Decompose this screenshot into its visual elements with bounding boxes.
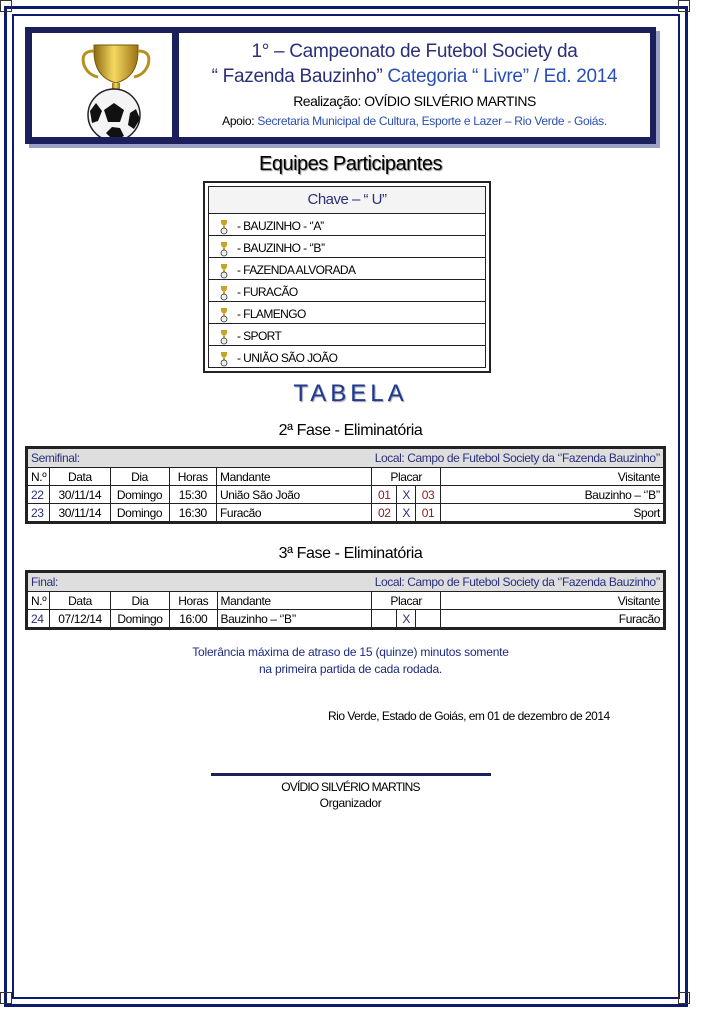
table-row: [28, 610, 664, 628]
logo-area: [32, 33, 172, 137]
home-score: 01: [372, 486, 397, 504]
away-team: Furacão: [441, 610, 664, 628]
team-item: [209, 280, 485, 302]
score-separator: X: [397, 504, 416, 522]
corner-ornament: [678, 0, 690, 12]
away-team: Bauzinho – ‘’B’’: [441, 486, 664, 504]
match-time: 16:00: [169, 610, 217, 628]
group-title: Chave – “ U”: [209, 187, 485, 214]
col-dia: Dia: [110, 468, 169, 486]
support-line: [179, 114, 650, 128]
column-header-row: [28, 468, 664, 486]
col-data: Data: [50, 592, 111, 610]
away-score: 03: [415, 486, 440, 504]
tolerance-note-line1: Tolerância máxima de atraso de 15 (quinze) minutos somente: [192, 645, 509, 659]
home-team: União São João: [216, 486, 371, 504]
team-name: - FURACÃO: [237, 285, 298, 299]
corner-ornament: [678, 992, 690, 1004]
phase3-title: 3ª Fase - Eliminatória: [278, 545, 423, 562]
stage-label: Semifinal:: [28, 449, 372, 468]
stage-header-row: [28, 449, 664, 468]
team-name: - FAZENDA ALVORADA: [237, 263, 356, 277]
venue-label: Local: Campo de Futebol Society da ‘’Fazenda Bauzinho’’: [372, 573, 664, 592]
match-day: Domingo: [110, 504, 169, 522]
score-separator: X: [397, 486, 416, 504]
title-block: [179, 33, 650, 137]
col-visitante: Visitante: [441, 468, 664, 486]
col-horas: Horas: [169, 468, 216, 486]
trophy-icon: [219, 263, 229, 279]
venue-label: Local: Campo de Futebol Society da ‘’Fazenda Bauzinho’’: [372, 449, 664, 468]
home-team: Bauzinho – ‘’B’’: [217, 610, 372, 628]
team-name: - FLAMENGO: [237, 307, 306, 321]
col-num: N.º: [28, 592, 50, 610]
teams-list: [208, 186, 486, 368]
schedule-title: TABELA: [293, 380, 408, 407]
team-item: [209, 236, 485, 258]
col-visitante: Visitante: [441, 592, 664, 610]
col-placar: Placar: [372, 468, 441, 486]
team-item: [209, 302, 485, 324]
teams-box: [203, 181, 491, 373]
venue-name: “ Fazenda Bauzinho”: [211, 66, 383, 87]
support-label: Apoio:: [222, 114, 255, 128]
category-edition: Categoria “ Livre” / Ed. 2014: [387, 66, 618, 87]
phase2-title: 2ª Fase - Eliminatória: [278, 422, 423, 439]
trophy-icon: [219, 241, 229, 257]
championship-title-line2: [179, 66, 650, 88]
corner-ornament: [0, 0, 12, 12]
match-number: 22: [28, 486, 50, 504]
trophy-icon: [219, 351, 229, 367]
home-team: Furacão: [216, 504, 371, 522]
match-day: Domingo: [110, 610, 169, 628]
col-mandante: Mandante: [216, 468, 371, 486]
tolerance-note-line2: na primeira partida de cada rodada.: [258, 662, 443, 676]
away-team: Sport: [441, 504, 664, 522]
stage-header-row: [28, 573, 664, 592]
match-date: 30/11/14: [50, 504, 110, 522]
team-item: [209, 258, 485, 280]
signatory-role: Organizador: [319, 796, 382, 810]
col-mandante: Mandante: [217, 592, 372, 610]
team-item: [209, 324, 485, 346]
team-name: - BAUZINHO - ‘’B’’: [237, 241, 325, 255]
match-number: 23: [28, 504, 50, 522]
championship-title-line1: 1° – Campeonato de Futebol Society da: [251, 41, 578, 62]
stage-label: Final:: [28, 573, 372, 592]
trophy-ball-icon: [32, 33, 172, 137]
match-number: 24: [28, 610, 50, 628]
match-time: 16:30: [169, 504, 216, 522]
phase2-table: [25, 446, 666, 524]
home-score: 02: [372, 504, 397, 522]
header-banner: [25, 27, 656, 144]
match-time: 15:30: [169, 486, 216, 504]
column-header-row: [28, 592, 664, 610]
col-dia: Dia: [110, 592, 169, 610]
trophy-icon: [219, 285, 229, 301]
table-row: [28, 486, 664, 504]
phase3-table: [25, 570, 666, 630]
team-name: - UNIÃO SÃO JOÃO: [237, 351, 338, 365]
match-date: 30/11/14: [50, 486, 110, 504]
organizer-line: Realização: OVÍDIO SILVÉRIO MARTINS: [293, 93, 536, 109]
team-name: - SPORT: [237, 329, 282, 343]
score-separator: X: [397, 610, 416, 628]
col-horas: Horas: [169, 592, 217, 610]
corner-ornament: [0, 992, 12, 1004]
away-score: [415, 610, 440, 628]
signatory-name: OVÍDIO SILVÉRIO MARTINS: [281, 780, 420, 794]
col-placar: Placar: [372, 592, 441, 610]
place-date: Rio Verde, Estado de Goiás, em 01 de dezembro de 2014: [328, 709, 610, 723]
teams-section-title: Equipes Participantes: [259, 153, 442, 175]
team-item: [209, 346, 485, 368]
trophy-icon: [219, 219, 229, 235]
trophy-icon: [219, 329, 229, 345]
match-date: 07/12/14: [50, 610, 111, 628]
table-row: [28, 504, 664, 522]
team-item: [209, 214, 485, 236]
col-num: N.º: [28, 468, 50, 486]
col-data: Data: [50, 468, 110, 486]
trophy-icon: [219, 307, 229, 323]
match-day: Domingo: [110, 486, 169, 504]
support-text: Secretaria Municipal de Cultura, Esporte e Lazer – Rio Verde - Goiás.: [257, 114, 607, 128]
home-score: [372, 610, 397, 628]
signature-line: [211, 773, 491, 776]
team-name: - BAUZINHO - ‘’A’’: [237, 219, 324, 233]
away-score: 01: [415, 504, 440, 522]
